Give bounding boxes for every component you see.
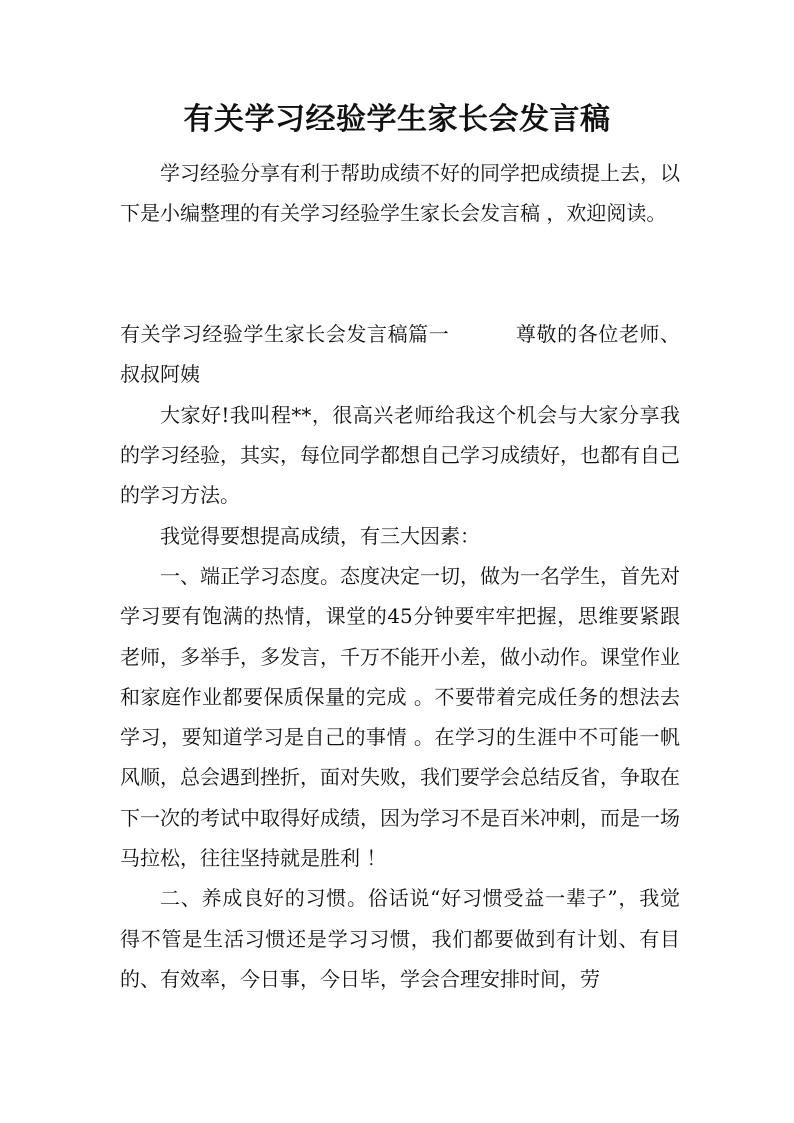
section-heading: 有关学习经验学生家长会发言稿篇一 [120,322,450,347]
intro-paragraph: 学习经验分享有利于帮助成绩不好的同学把成绩提上去，以下是小编整理的有关学习经验学生家长会发言稿 ，欢迎阅读。 [120,161,680,226]
salutation: 尊敬的各位老师、叔叔阿姨 [120,322,681,387]
blank-line [120,234,680,315]
body-paragraph-2: 我觉得要想提高成绩，有三大因素： [160,523,480,548]
body-paragraph-4: 二、养成良好的习惯。俗话说“好习惯受益一辈子”，我觉得不管是生活习惯还是学习习惯，我们都要做到有计划、有目的、有效率，今日事，今日毕，学会合理安排时间，劳 [120,886,680,991]
body-paragraph-3: 一、端正学习态度。态度决定一切，做为一名学生，首先对学习要有饱满的热情，课堂的45分钟要牢牢把握，思维要紧跟老师，多举手，多发言，千万不能开小差，做小动作。课堂作业和家庭作业都要保质保量的完成 。不要带着完成任务的想法去学习，要知道学习是自己的事情 。在学习的生涯中不可能一帆风顺，总会遇到挫折，面对失败，我们要学会总结反省，争取在下一次的考试中取得好成绩，因为学习不是百米冲刺，而是一场马拉松，往往坚持就是胜利 ！ [120,563,680,871]
document-body [120,153,680,999]
document-title: 有关学习经验学生家长会发言稿 [183,102,611,137]
body-paragraph-1: 大家好!我叫程**，很高兴老师给我这个机会与大家分享我的学习经验，其实，每位同学都想自己学习成绩好，也都有自己的学习方法。 [120,402,680,508]
section-heading-line [120,314,680,395]
